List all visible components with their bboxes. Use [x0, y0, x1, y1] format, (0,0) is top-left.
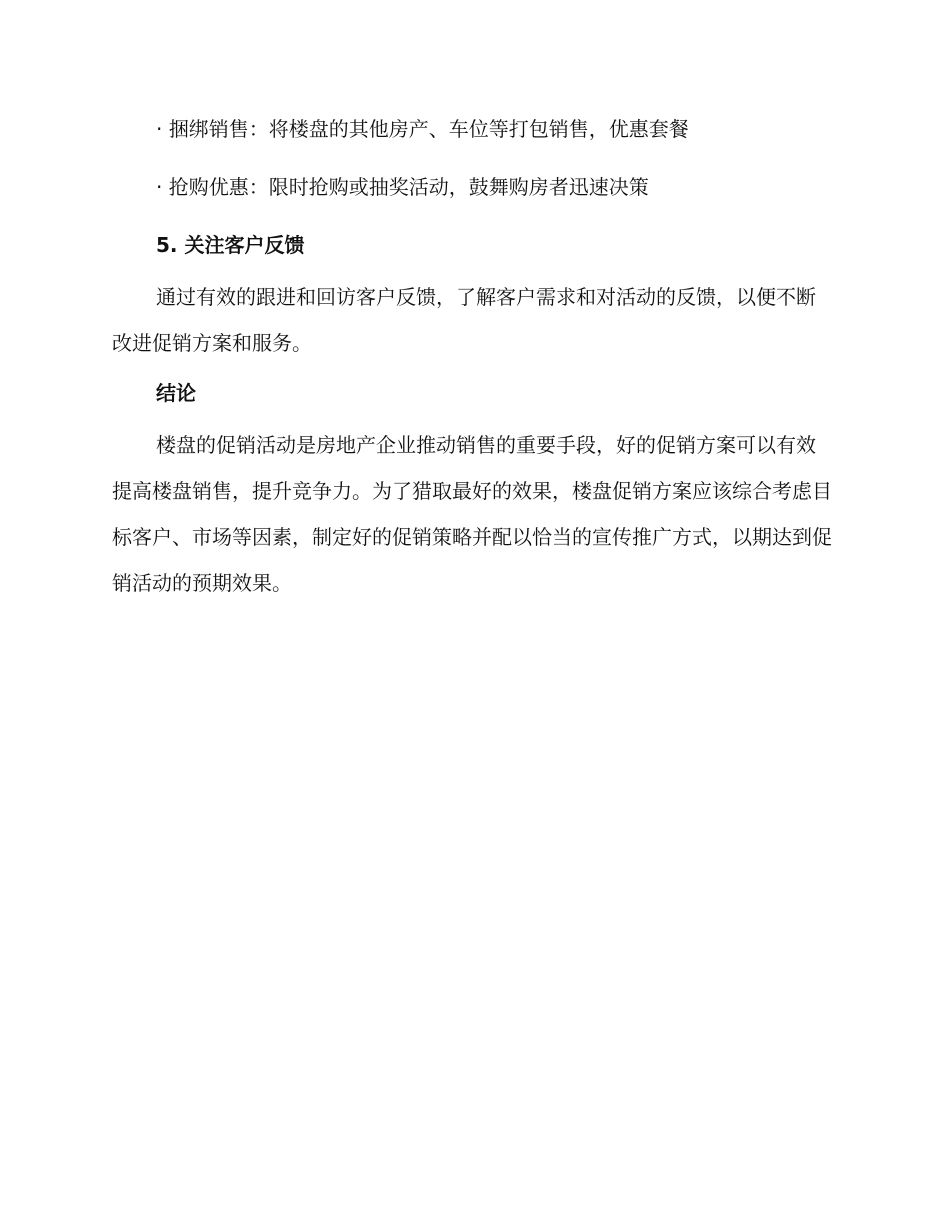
paragraph-conclusion: 楼盘的促销活动是房地产企业推动销售的重要手段，好的促销方案可以有效提高楼盘销售，提升竞争力。为了猎取最好的效果，楼盘促销方案应该综合考虑目标客户、市场等因素，制定好的促销策略并配以恰当的宣传推广方式，以期达到促销活动的预期效果。 [112, 433, 832, 595]
paragraph-customer-feedback: 通过有效的跟进和回访客户反馈，了解客户需求和对活动的反馈，以便不断改进促销方案和服务。 [112, 285, 816, 355]
bullet-bundle-sales: · 捆绑销售：将楼盘的其他房产、车位等打包销售，优惠套餐 [156, 117, 689, 141]
bullet-flash-sale: · 抢购优惠：限时抢购或抽奖活动，鼓舞购房者迅速决策 [156, 175, 649, 199]
section-heading-customer-feedback: 5. 关注客户反馈 [156, 233, 305, 257]
section-heading-conclusion: 结论 [156, 381, 196, 405]
document-body [112, 112, 832, 606]
